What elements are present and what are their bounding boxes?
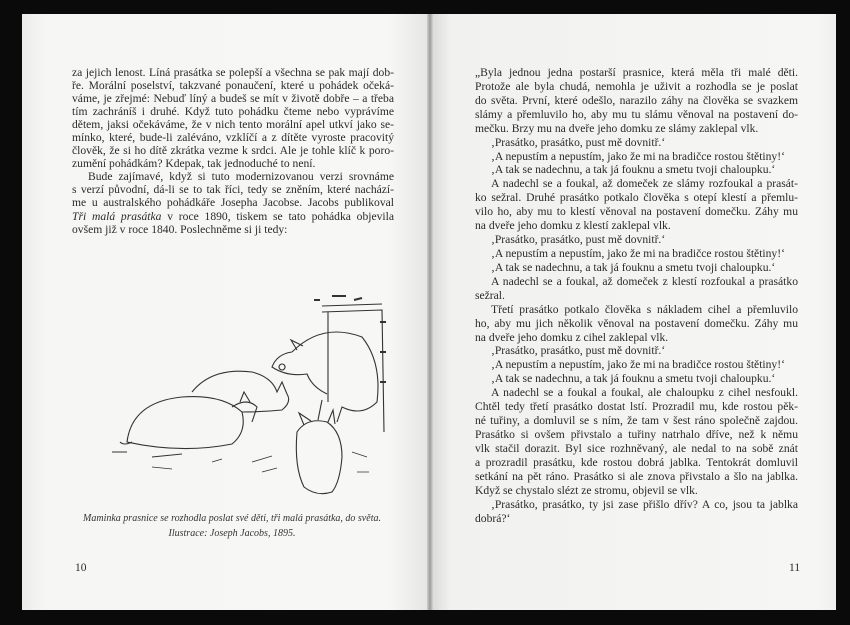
caption-line: Maminka prasnice se rozhodla poslat své děti, tři malá prasátka, do světa. xyxy=(83,513,381,524)
text-line: slámy a přemluvilo ho, aby mu tu slámu věnoval na postavení do- xyxy=(475,107,798,121)
text-line: do světa. První, které odešlo, narazilo záhy na člověka se svazkem xyxy=(475,93,798,107)
text-line: dobrá?‘ xyxy=(475,511,511,525)
text-line: sežral. xyxy=(475,288,505,302)
text-line: zumění pohádkám? Kdepak, tak jednoduché to není. xyxy=(72,157,316,171)
text-line: me u australského pohádkáře Josepha Jacobse. Jacobs publikoval xyxy=(72,196,394,210)
text-line: ‚Prasátko, prasátko, pust mě dovnitř.‘ xyxy=(491,344,666,358)
text-line: ‚A tak se nadechnu, a tak já fouknu a smetu tvoji chaloupku.‘ xyxy=(491,260,776,274)
caption-credit: Ilustrace: Joseph Jacobs, 1895. xyxy=(168,527,296,539)
text-line: za jejich lenost. Líná prasátka se polepší a všechna se pak mají dob- xyxy=(72,66,394,79)
text-line: A nadechl se a foukal a foukal, ale chaloupku z cihel nesfoukl. xyxy=(491,386,798,400)
text-line: ko sežral. Druhé prasátko potkalo člověka s otepí klestí a přemlu- xyxy=(475,191,798,205)
text-line: vilo ho, aby mu to klestí věnoval na postavení domečku. Záhy mu xyxy=(475,205,798,219)
three-little-pigs-illustration xyxy=(92,282,392,502)
text-line: váme, je zřejmé: Nebuď líný a budeš se mít v životě dobře – a třeba xyxy=(72,92,394,106)
text-line: Třetí prasátko potkalo člověka s nákladem cihel a přemluvilo xyxy=(491,302,798,316)
text-line: ‚Prasátko, prasátko, ty jsi zase přišlo dřív? A co, jsou ta jablka xyxy=(491,497,798,511)
book-title: Tři malá prasátka xyxy=(72,209,162,223)
text-line: ho, aby mu jich několik věnoval na postavení domečku. Záhy mu xyxy=(475,316,798,330)
text-line: Když se chystalo slézt ze stromu, objevil se vlk. xyxy=(475,483,698,497)
text-line: A nadechl se a foukal, až domeček ze slámy rozfoukal a prasát- xyxy=(491,177,798,191)
text-line: Protože ale byla chudá, nemohla je uživit a rozhodla se je poslat xyxy=(475,79,798,93)
page-number: 10 xyxy=(75,562,87,574)
text-line: Bude zajímavé, když si tuto modernizovanou verzi srovnáme xyxy=(88,170,394,184)
text-line: ‚Prasátko, prasátko, pust mě dovnitř.‘ xyxy=(491,233,666,247)
text-line: tím zachráníš i druhé. Když tuto pohádku čteme nebo vyprávíme xyxy=(72,105,394,119)
text-line: Prasátko si ovšem přivstalo a tuřiny natrhalo dříve, než k němu xyxy=(475,427,798,441)
text-line: ‚A nepustím a nepustím, jako že mi na bradičce rostou štětiny!‘ xyxy=(491,358,785,372)
text-line: dětem, jaksi očekáváme, že v nich tento morální apel utkví jako se- xyxy=(72,118,394,132)
text-line: a prozradil prasátku, kde rostou dobrá jablka. Tentokrát domluvil xyxy=(475,455,798,469)
text-line: člověk, že si ho dítě zkrátka vezme k srdci. Ale je tohle klíč k poro- xyxy=(72,144,394,158)
text-line: mečku. Brzy mu na dveře jeho domku ze slámy zaklepal vlk. xyxy=(475,121,759,135)
text-line: ‚Prasátko, prasátko, pust mě dovnitř.‘ xyxy=(491,135,666,149)
text-line: ovšem již v roce 1840. Poslechněme si ji tedy: xyxy=(72,222,288,236)
text-line: Tři malá prasátka v roce 1890, tiskem se tato pohádka objevila xyxy=(72,209,394,223)
text-line: ře. Morální poselství, takzvané ponaučení, které u pohádek očeká- xyxy=(72,79,394,93)
text-line: ‚A nepustím a nepustím, jako že mi na bradičce rostou štětiny!‘ xyxy=(491,149,785,163)
book-gutter xyxy=(427,14,433,610)
page-number: 11 xyxy=(789,562,801,574)
text-line: né tuřiny, a domluvil se s ním, že tam v šest ráno společně zajdou. xyxy=(475,414,798,428)
text-line: Chtěl tedy třetí prasátko dostat lstí. Prozradil mu, kde rostou pěk- xyxy=(475,400,798,414)
left-page-body-text xyxy=(72,66,394,236)
text-line: setkání na pět ráno. Prasátko si ale znova přivstalo a šlo na jablka. xyxy=(475,469,798,483)
text-line: mínko, které, bude-li zaléváno, vzklíčí a z dítěte vyroste pracovitý xyxy=(72,131,394,145)
right-page-body-text xyxy=(475,66,798,525)
left-page xyxy=(22,14,430,610)
text-line: ‚A tak se nadechnu, a tak já fouknu a smetu tvoji chaloupku.‘ xyxy=(491,372,776,386)
text-line: A nadechl se a foukal, až domeček z klestí rozfoukal a prasátko xyxy=(491,274,798,288)
right-page xyxy=(430,14,836,610)
text-line: ‚A nepustím a nepustím, jako že mi na bradičce rostou štětiny!‘ xyxy=(491,246,785,260)
text-line: „Byla jednou jedna postarší prasnice, která měla tři malé děti. xyxy=(475,66,798,79)
text-line: s verzí původní, dá-li se to tak říci, tedy se zněním, které nachází- xyxy=(72,183,394,197)
text-line: ‚A tak se nadechnu, a tak já fouknu a smetu tvoji chaloupku.‘ xyxy=(491,163,776,177)
text-line: na dveře jeho domku z klestí zaklepal vlk. xyxy=(475,219,671,233)
text-line: vlk stačil dorazit. Byl sice rozhněvaný, ale nedal to na sobě znát xyxy=(475,441,798,455)
illustration-caption xyxy=(52,512,412,541)
text-line: na dveře jeho domku z cihel zaklepal vlk. xyxy=(475,330,669,344)
